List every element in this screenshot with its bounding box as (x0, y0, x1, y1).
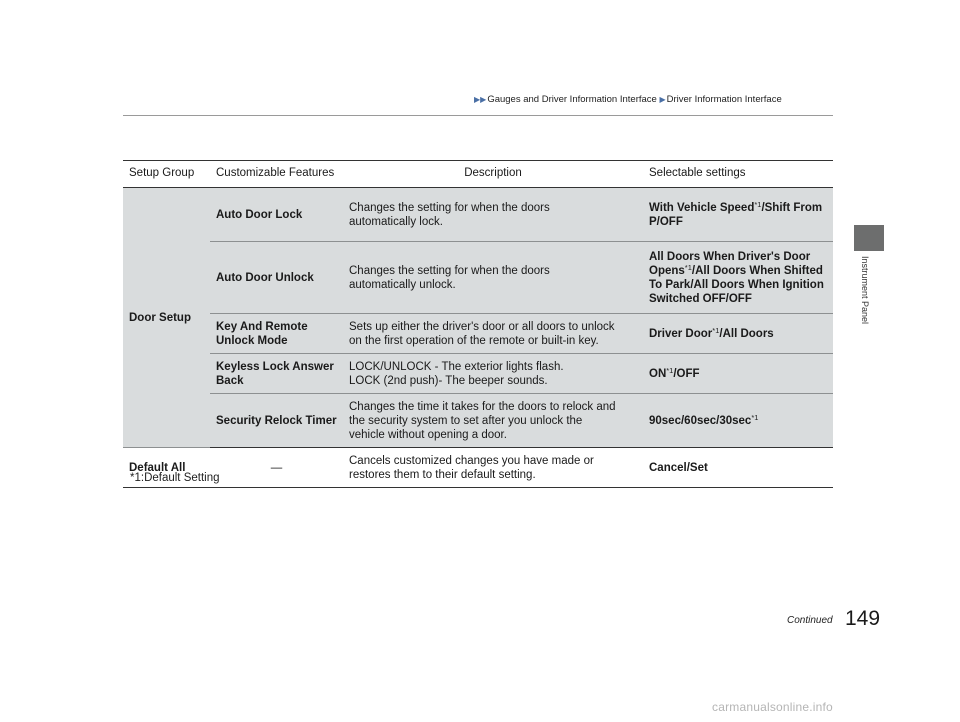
header-setup-group: Setup Group (123, 161, 210, 188)
setting-option: /OFF (673, 367, 700, 380)
setting-option: /Shift From P/OFF (649, 201, 823, 228)
page-number: 149 (845, 607, 881, 630)
setting-option: /All Doors (719, 327, 774, 340)
feature-cell: Key And Remote Unlock Mode (210, 314, 343, 354)
customizable-features-table (123, 160, 833, 488)
breadcrumb-item-driver-info[interactable]: Driver Information Interface (666, 94, 782, 105)
setup-group-cell: Door Setup (123, 188, 210, 448)
table-row (123, 448, 833, 488)
description-line: the security system to set after you unlock the (349, 414, 583, 427)
table-header-row (123, 161, 833, 188)
description-line: Changes the time it takes for the doors to relock and (349, 400, 616, 413)
setting-option: All Doors When Driver's Door Opens (649, 250, 811, 277)
footnote-ref: *1 (684, 262, 692, 272)
section-tab (854, 225, 884, 251)
feature-cell: — (210, 448, 343, 488)
description-line: vehicle without opening a door. (349, 428, 507, 441)
description-cell (343, 242, 643, 314)
feature-cell: Auto Door Unlock (210, 242, 343, 314)
footnote-ref: *1 (666, 365, 674, 375)
setting-option: 90sec/60sec/30sec (649, 414, 752, 427)
setting-option: Driver Door (649, 327, 713, 340)
description-line: Changes the setting for when the doors (349, 201, 550, 214)
header-rule (123, 115, 833, 116)
description-cell (343, 188, 643, 242)
section-label: Instrument Panel (860, 256, 870, 325)
feature-cell: Keyless Lock Answer Back (210, 354, 343, 394)
double-triangle-icon: ▶▶ (474, 95, 487, 104)
description-line: automatically lock. (349, 215, 443, 228)
description-line: automatically unlock. (349, 278, 456, 291)
triangle-separator-icon: ▶ (659, 95, 666, 104)
description-cell (343, 394, 643, 448)
setting-option: ON (649, 367, 667, 380)
description-line: Changes the setting for when the doors (349, 264, 550, 277)
settings-cell (643, 354, 833, 394)
settings-cell (643, 394, 833, 448)
description-line: LOCK/UNLOCK - The exterior lights flash. (349, 360, 564, 373)
breadcrumb (474, 94, 782, 105)
description-cell (343, 314, 643, 354)
description-cell (343, 354, 643, 394)
header-description: Description (343, 161, 643, 188)
description-line: restores them to their default setting. (349, 468, 536, 481)
table-row (123, 242, 833, 314)
footnote-ref: *1 (751, 412, 759, 422)
table-row (123, 188, 833, 242)
settings-cell (643, 242, 833, 314)
footnote: *1:Default Setting (130, 472, 220, 484)
settings-cell: Cancel/Set (643, 448, 833, 488)
watermark: carmanualsonline.info (712, 700, 833, 714)
header-selectable-settings: Selectable settings (643, 161, 833, 188)
feature-cell: Auto Door Lock (210, 188, 343, 242)
setup-group-cell: Default All (123, 448, 210, 488)
setting-option: /All Doors When Shifted To Park/All Doors When Ignition Switched OFF/OFF (649, 264, 824, 305)
table-row (123, 394, 833, 448)
settings-cell (643, 188, 833, 242)
header-customizable-features: Customizable Features (210, 161, 343, 188)
description-line: Sets up either the driver's door or all doors to unlock (349, 320, 615, 333)
feature-cell: Security Relock Timer (210, 394, 343, 448)
continued-label: Continued (787, 615, 833, 626)
footnote-ref: *1 (712, 325, 720, 335)
description-cell (343, 448, 643, 488)
table-row (123, 354, 833, 394)
description-line: on the first operation of the remote or built-in key. (349, 334, 599, 347)
settings-cell (643, 314, 833, 354)
table-row (123, 314, 833, 354)
breadcrumb-item-gauges[interactable]: Gauges and Driver Information Interface (487, 94, 657, 105)
description-line: Cancels customized changes you have made or (349, 454, 594, 467)
footnote-ref: *1 (754, 199, 762, 209)
description-line: LOCK (2nd push)- The beeper sounds. (349, 374, 548, 387)
setting-option: With Vehicle Speed (649, 201, 755, 214)
